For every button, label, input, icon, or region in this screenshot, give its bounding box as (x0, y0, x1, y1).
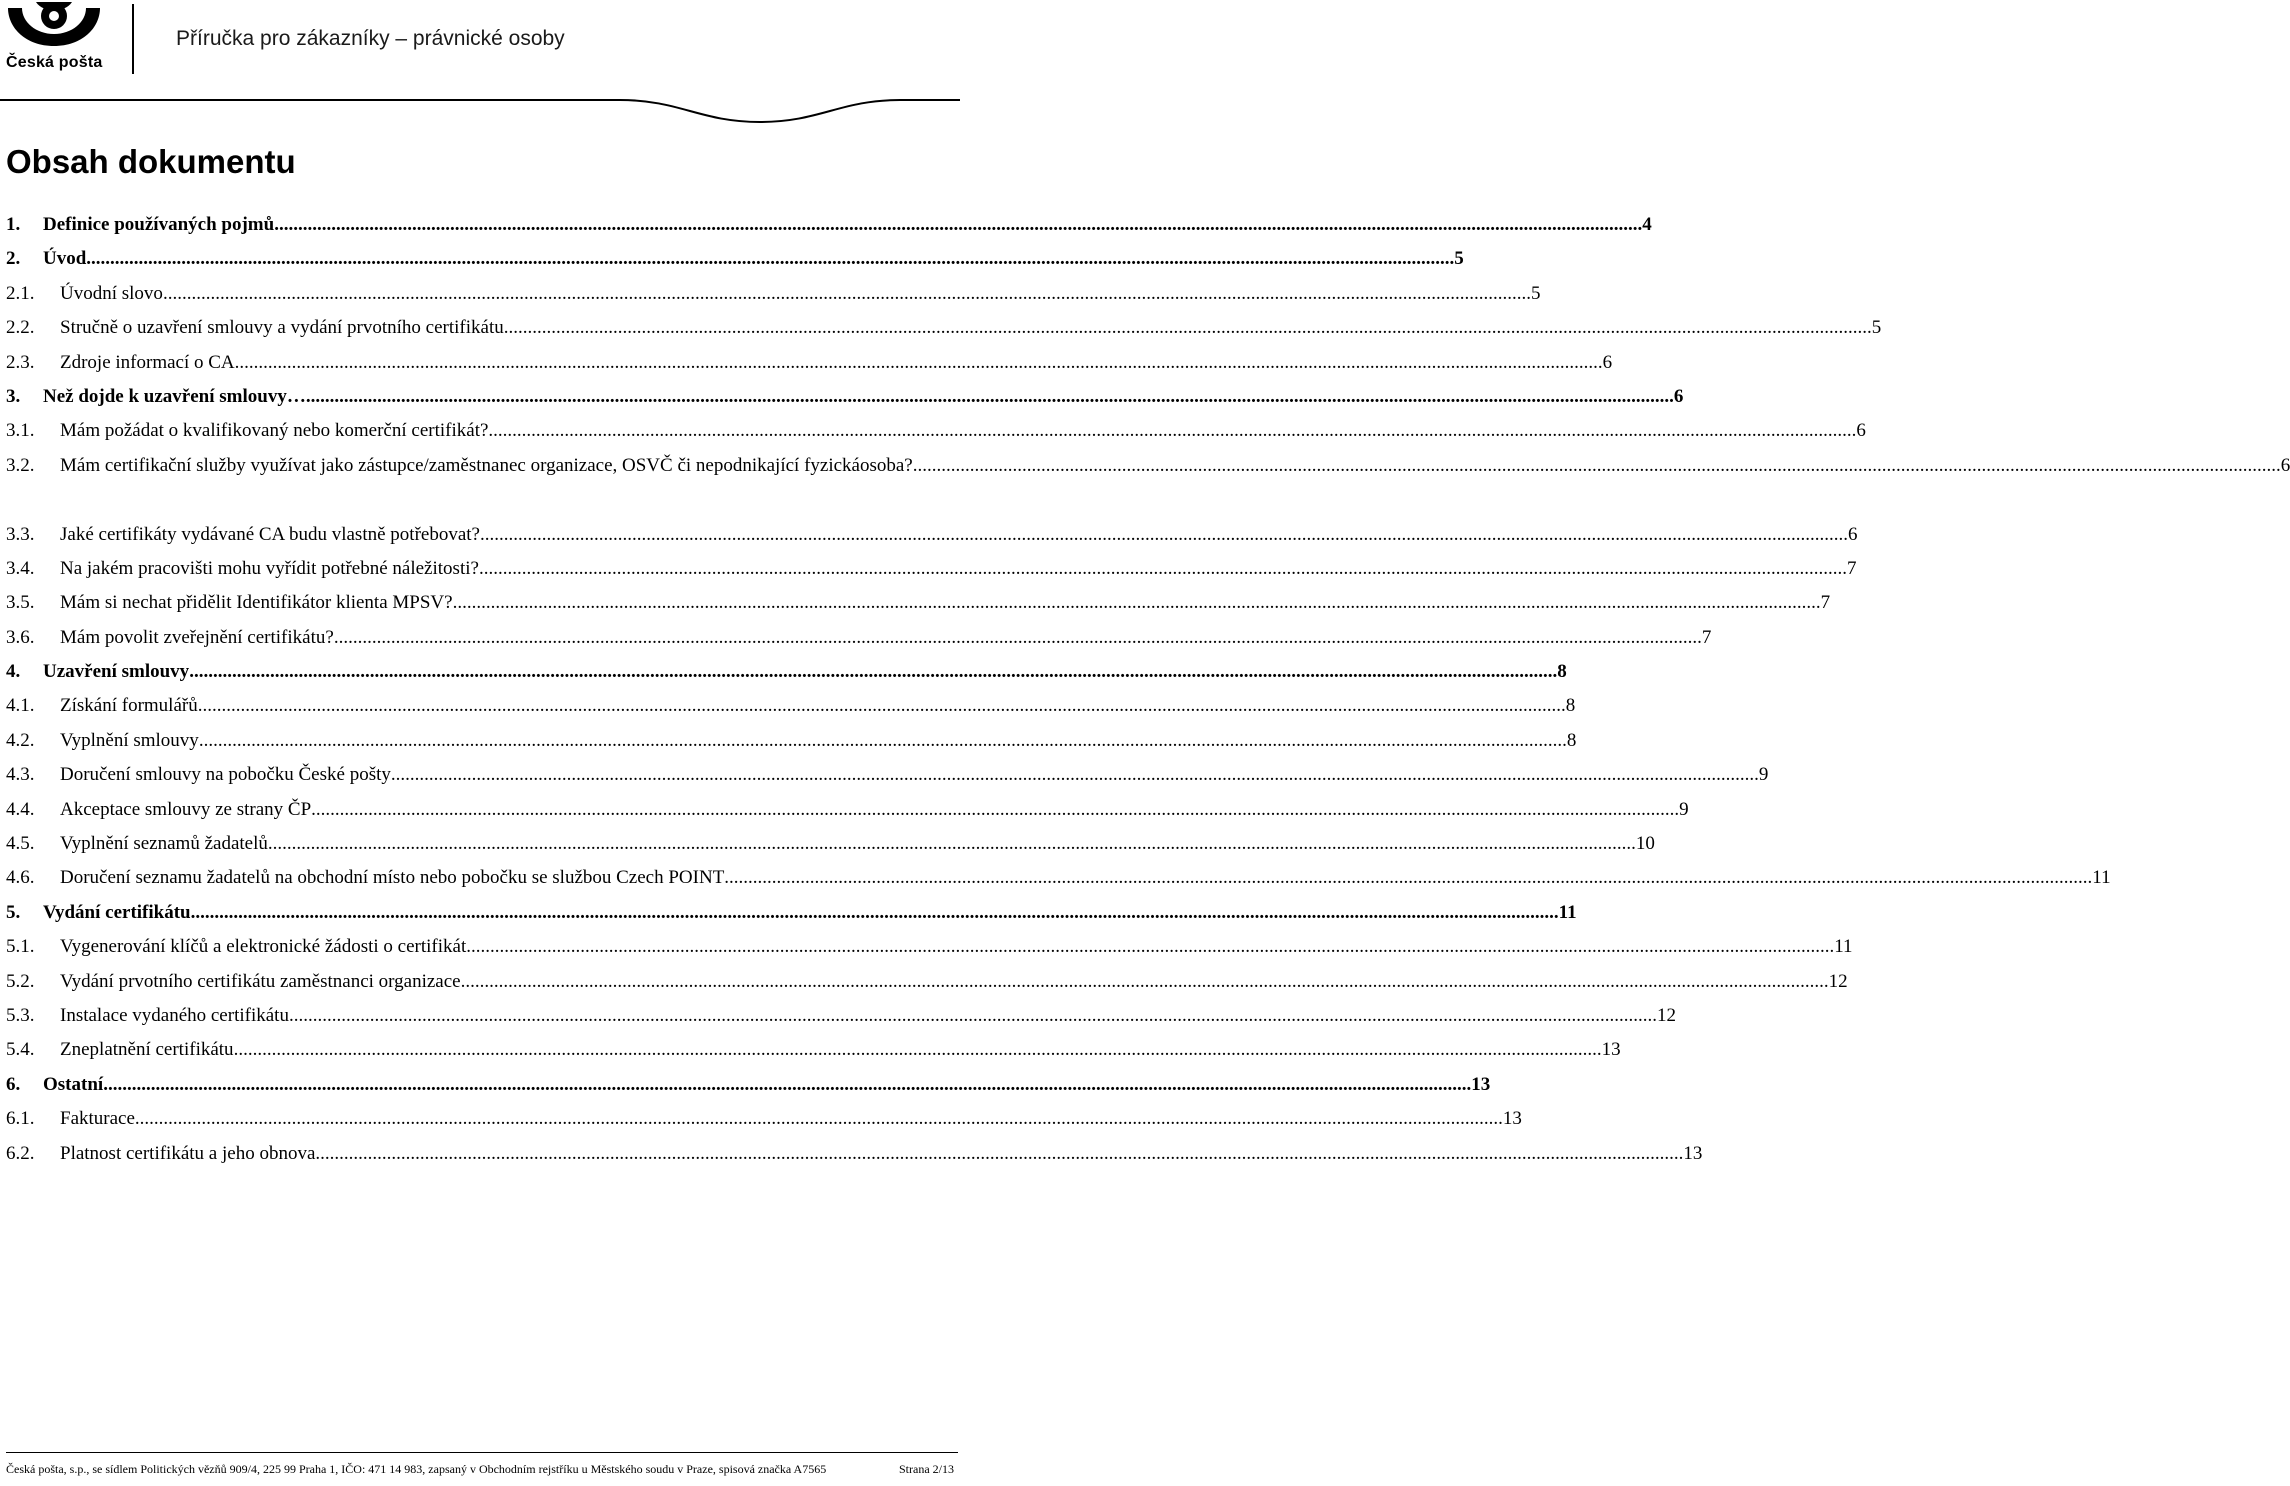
toc-leader (315, 1137, 1683, 1171)
toc-leader (461, 965, 1829, 999)
toc-page: 5 (1530, 282, 1541, 304)
toc-leader (234, 1033, 1602, 1067)
toc-number: 4. (6, 661, 21, 683)
toc-text: Akceptace smlouvy ze strany ČP (60, 798, 312, 820)
toc-entry[interactable] (6, 655, 1567, 689)
toc-text: Mám si nechat přidělit Identifikátor klienta MPSV? (60, 592, 453, 614)
toc-text: Doručení smlouvy na pobočku České pošty (60, 764, 391, 786)
toc-number: 2. (6, 248, 21, 270)
toc-entry[interactable] (6, 380, 1684, 414)
toc-entry[interactable] (6, 277, 1541, 311)
header-divider (132, 4, 134, 74)
toc-number: 3.5. (6, 592, 35, 614)
toc-leader (311, 793, 1679, 827)
toc-page: 9 (1679, 798, 1689, 820)
toc-number: 4.1. (6, 695, 35, 717)
toc-leader (86, 242, 1454, 276)
toc-number: 2.3. (6, 351, 35, 373)
toc-entry[interactable] (6, 793, 1689, 827)
toc-page: 11 (1558, 901, 1577, 923)
toc-entry[interactable] (6, 518, 1858, 552)
toc-page: 5 (1871, 317, 1882, 339)
toc-text: Mám povolit zveřejnění certifikátu? (60, 626, 334, 648)
document-title: Obsah dokumentu (6, 143, 296, 180)
toc-text: Mám certifikační služby využívat jako zástupce/zaměstnanec organizace, OSVČ či nepodnikající fyzická (60, 454, 860, 476)
toc-text: Úvod (43, 248, 87, 270)
toc-leader (466, 930, 1834, 964)
toc-entry[interactable] (6, 861, 2111, 895)
toc-leader (334, 621, 1702, 655)
toc-page: 12 (1656, 1005, 1676, 1026)
toc-text: Vyplnění seznamů žadatelů (60, 833, 268, 855)
toc-text: Než dojde k uzavření smlouvy… (43, 385, 306, 407)
toc-page: 8 (1557, 661, 1567, 683)
toc-entry[interactable] (6, 449, 2290, 518)
header-wave-line (0, 92, 960, 126)
toc-number: 2.1. (6, 282, 35, 304)
toc-entry[interactable] (6, 1137, 1703, 1171)
toc-page: 13 (1471, 1073, 1491, 1095)
toc-leader (235, 346, 1603, 380)
toc-page: 12 (1828, 970, 1848, 992)
toc-entry[interactable] (6, 1033, 1621, 1067)
toc-text: Jaké certifikáty vydávané CA budu vlastně potřebovat? (60, 523, 480, 545)
toc-number: 4.5. (6, 833, 35, 855)
toc-page: 7 (1820, 592, 1831, 614)
toc-number: 6.1. (6, 1108, 35, 1130)
toc-leader (913, 449, 2281, 483)
toc-entry[interactable] (6, 758, 1769, 792)
header-title: Příručka pro zákazníky – právnické osoby (176, 27, 565, 50)
toc-text: Instalace vydaného certifikátu (60, 1005, 289, 1026)
toc-entry[interactable] (6, 999, 1676, 1033)
toc-text: Úvodní slovo (60, 282, 163, 304)
toc-leader (488, 414, 1856, 448)
toc-number: 4.6. (6, 867, 35, 889)
post-horn-icon (6, 2, 102, 54)
toc-text: Doručení seznamu žadatelů na obchodní místo nebo pobočku se službou Czech POINT (60, 867, 725, 889)
toc-entry[interactable] (6, 242, 1464, 276)
toc-leader (198, 689, 1566, 723)
toc-page: 4 (1642, 214, 1652, 235)
toc-number: 2.2. (6, 317, 35, 339)
toc-page: 7 (1701, 626, 1712, 648)
toc-number: 4.2. (6, 729, 35, 751)
toc-entry[interactable] (6, 965, 1848, 999)
toc-leader (274, 208, 1642, 242)
toc-entry[interactable] (6, 1102, 1522, 1136)
toc-leader (163, 277, 1531, 311)
toc-number: 5.2. (6, 970, 35, 992)
toc-text: Vydání prvotního certifikátu zaměstnanci organizace (60, 970, 461, 992)
ceska-posta-logo (6, 2, 102, 76)
toc-number: 6.2. (6, 1142, 35, 1164)
toc-leader (306, 380, 1674, 414)
toc-page: 6 (1847, 523, 1858, 545)
table-of-contents (6, 208, 2290, 1171)
toc-number: 5.4. (6, 1039, 35, 1061)
toc-entry[interactable] (6, 586, 1831, 620)
toc-number: 3.2. (6, 454, 35, 476)
toc-page: 5 (1454, 248, 1464, 270)
toc-page: 11 (2092, 867, 2111, 889)
toc-leader (479, 552, 1847, 586)
toc-entry[interactable] (6, 689, 1576, 723)
toc-text: Zneplatnění certifikátu (60, 1039, 234, 1061)
toc-page: 8 (1566, 729, 1577, 751)
toc-entry[interactable] (6, 414, 1866, 448)
toc-entry[interactable] (6, 208, 1652, 242)
toc-number: 3. (6, 385, 21, 407)
toc-page: 9 (1758, 764, 1769, 786)
toc-text: Stručně o uzavření smlouvy a vydání prvotního certifikátu (60, 317, 504, 339)
toc-page: 6 (1856, 420, 1866, 442)
toc-leader (189, 655, 1557, 689)
toc-number: 4.4. (6, 798, 35, 820)
toc-text: Uzavření smlouvy (43, 661, 190, 683)
toc-leader (191, 896, 1559, 930)
toc-number: 6. (6, 1073, 21, 1095)
toc-leader (103, 1068, 1471, 1102)
toc-leader (724, 861, 2092, 895)
toc-page: 8 (1565, 695, 1576, 717)
logo-text: Česká pošta (6, 54, 103, 71)
toc-entry[interactable] (6, 552, 1857, 586)
toc-text: Získání formulářů (60, 695, 198, 717)
toc-page: 6 (1602, 351, 1613, 373)
toc-entry[interactable] (6, 1068, 1491, 1102)
toc-leader (268, 827, 1636, 861)
toc-page: 13 (1683, 1142, 1703, 1164)
toc-page: 13 (1601, 1039, 1621, 1061)
toc-number: 5.3. (6, 1005, 35, 1026)
toc-text: Ostatní (43, 1073, 104, 1095)
toc-leader (135, 1102, 1503, 1136)
toc-number: 4.3. (6, 764, 35, 786)
toc-text-continuation: osoba? (859, 454, 913, 476)
toc-number: 3.1. (6, 420, 35, 442)
toc-text: Na jakém pracovišti mohu vyřídit potřebné náležitosti? (60, 557, 479, 579)
toc-entry[interactable] (6, 621, 1712, 655)
toc-entry[interactable] (6, 896, 1577, 930)
footer-page-number: Strana 2/13 (899, 1462, 954, 1476)
toc-text: Vygenerování klíčů a elektronické žádosti o certifikát (60, 936, 467, 958)
toc-page: 7 (1846, 557, 1857, 579)
toc-text: Platnost certifikátu a jeho obnova (60, 1142, 316, 1164)
toc-text: Vydání certifikátu (43, 901, 191, 923)
toc-text: Zdroje informací o CA (60, 351, 235, 373)
toc-number: 3.4. (6, 557, 35, 579)
toc-page: 13 (1502, 1108, 1522, 1130)
toc-leader (480, 518, 1848, 552)
toc-number: 3.3. (6, 523, 35, 545)
toc-entry[interactable] (6, 930, 1853, 964)
toc-number: 5. (6, 901, 21, 923)
toc-text: Mám požádat o kvalifikovaný nebo komerční certifikát? (60, 420, 489, 442)
footer-company-info: Česká pošta, s.p., se sídlem Politických vězňů 909/4, 225 99 Praha 1, IČO: 471 14 983, zapsaný v Obchodním rejstříku u Městského soudu v Praze, spisová značka A7565 (6, 1462, 827, 1476)
toc-leader (504, 311, 1872, 345)
toc-page: 6 (1673, 385, 1684, 407)
toc-leader (453, 586, 1821, 620)
toc-entry[interactable] (6, 311, 1882, 345)
toc-leader (289, 999, 1657, 1033)
toc-page: 6 (2280, 454, 2290, 476)
toc-number: 3.6. (6, 626, 35, 648)
footer-divider (6, 1452, 958, 1453)
toc-number: 1. (6, 214, 21, 235)
toc-text: Fakturace (60, 1108, 135, 1130)
toc-leader (391, 758, 1759, 792)
toc-text: Vyplnění smlouvy (60, 729, 199, 751)
toc-entry[interactable] (6, 724, 1577, 758)
toc-entry[interactable] (6, 346, 1613, 380)
toc-leader (199, 724, 1567, 758)
toc-number: 5.1. (6, 936, 35, 958)
toc-text: Definice používaných pojmů (43, 214, 275, 235)
toc-entry[interactable] (6, 827, 1655, 861)
toc-page: 10 (1635, 833, 1655, 855)
toc-page: 11 (1834, 936, 1853, 958)
